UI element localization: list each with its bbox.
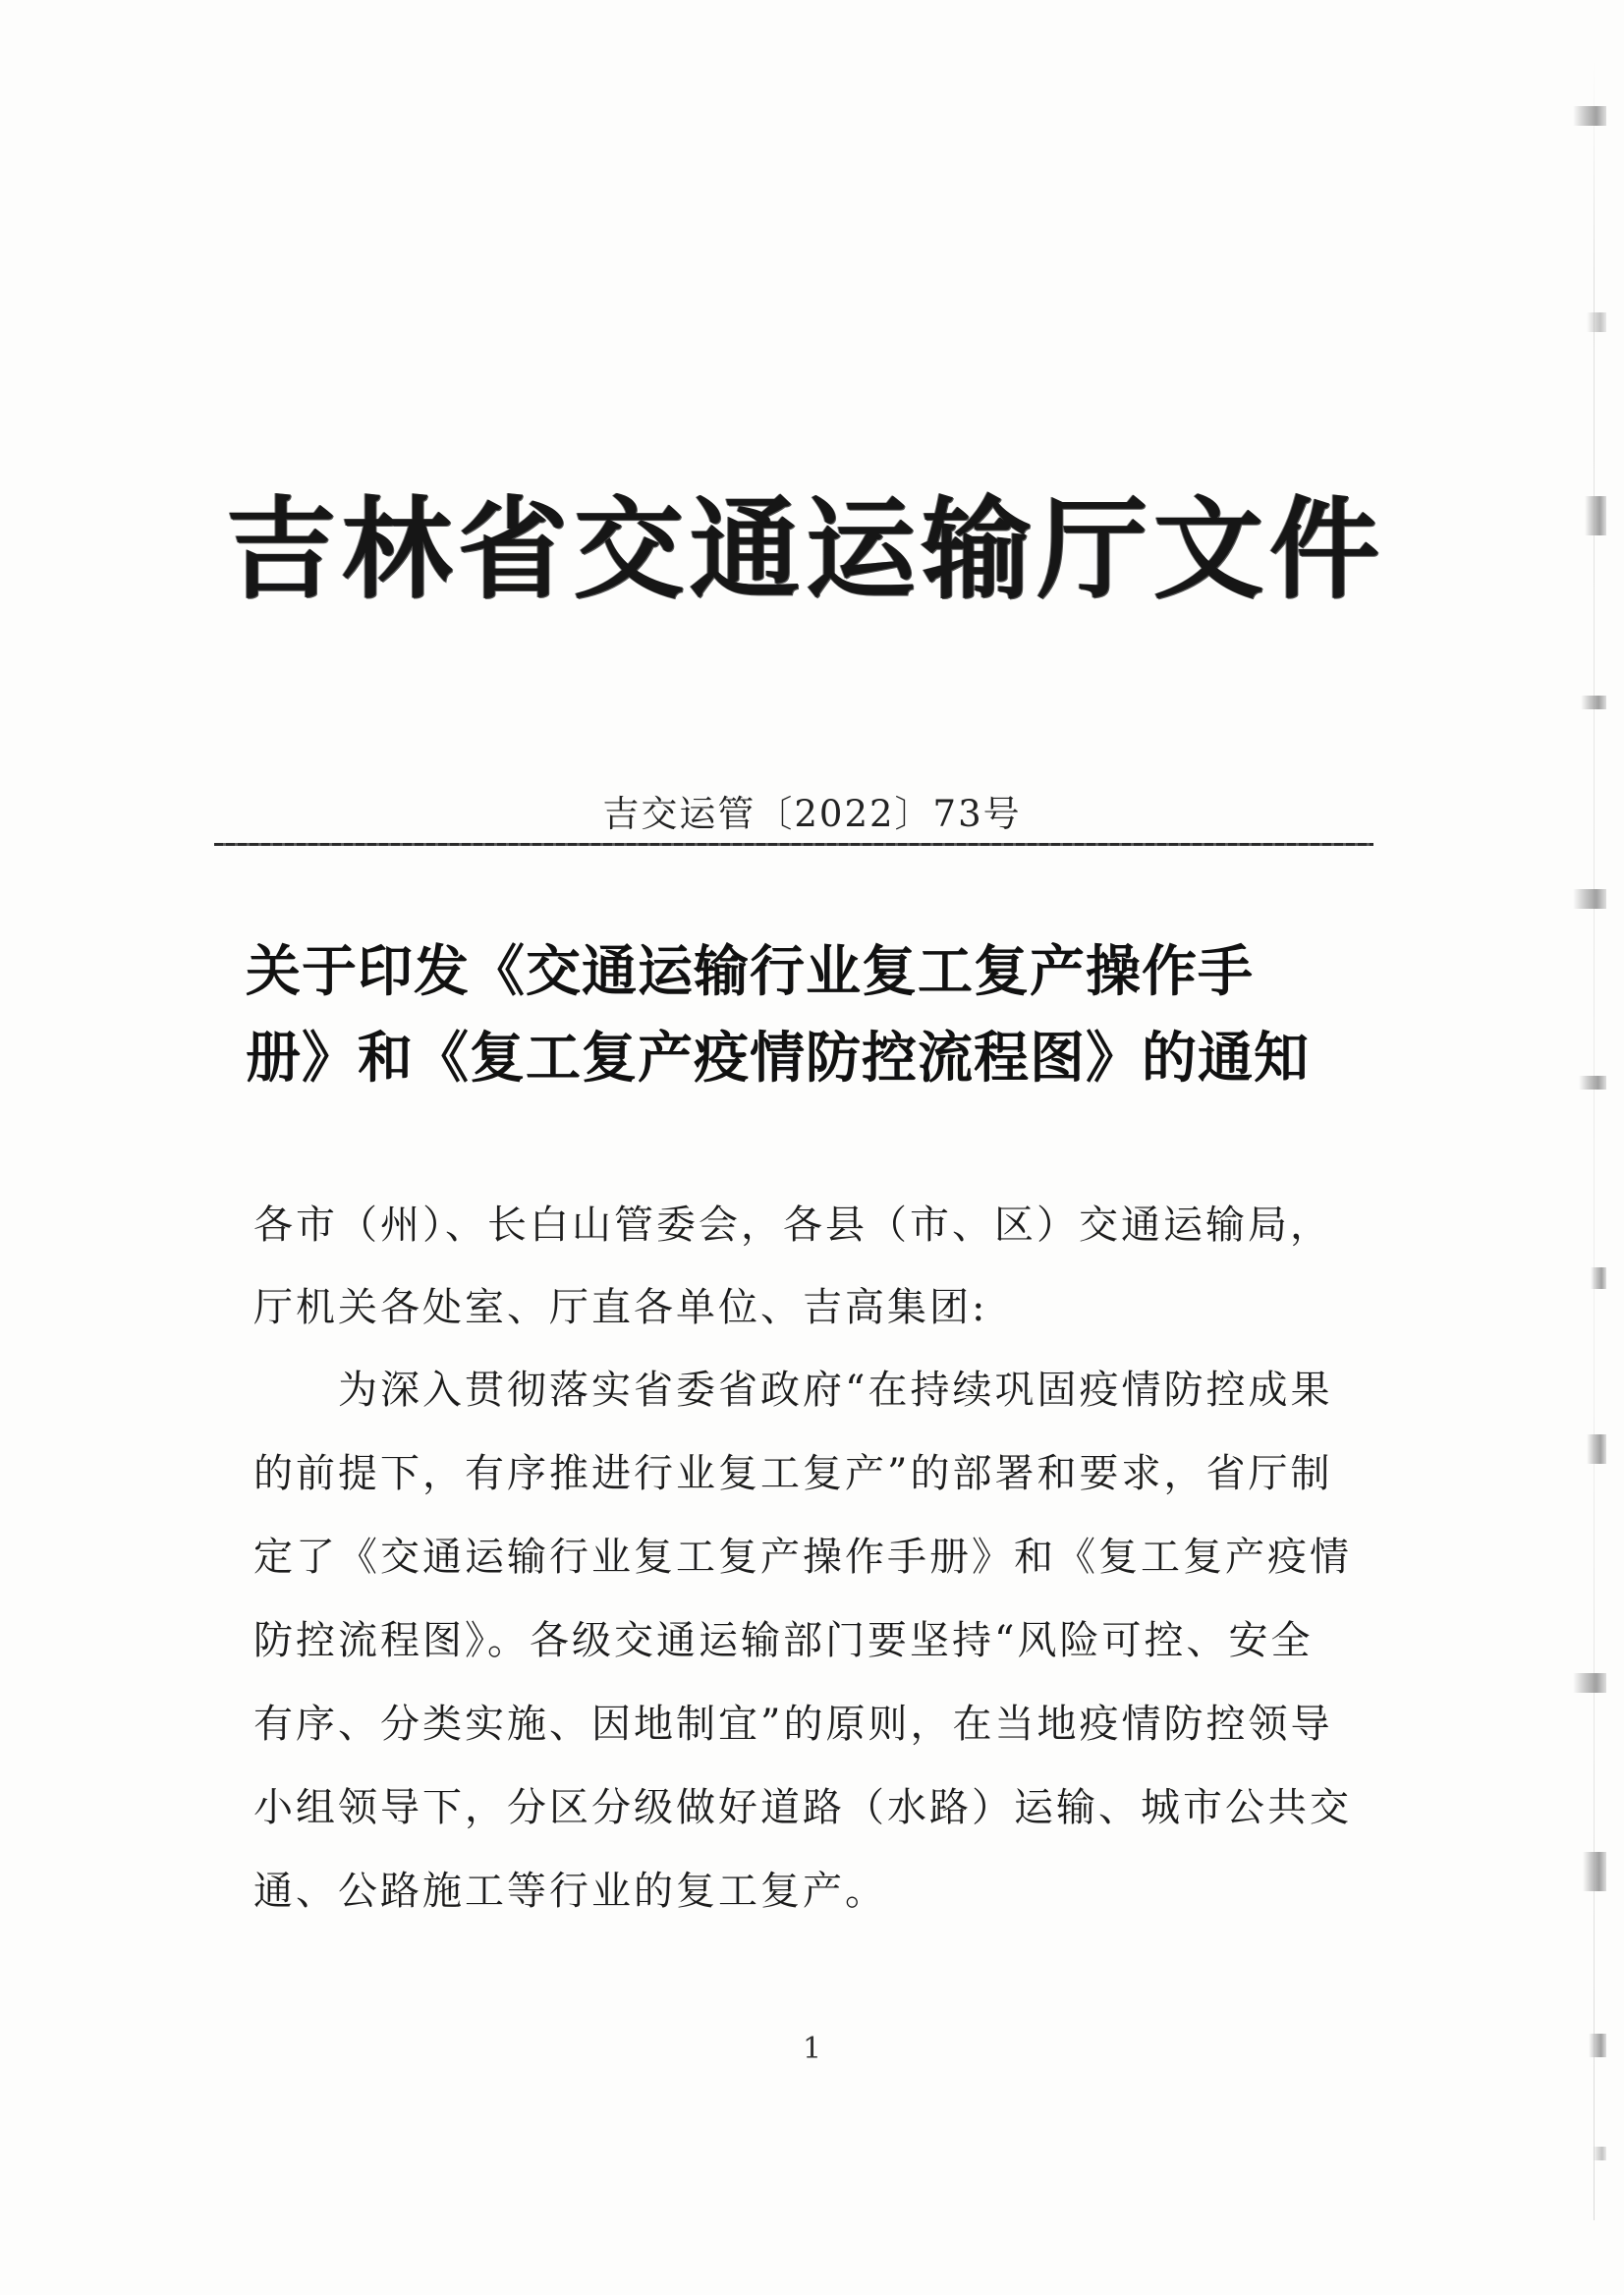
scan-binding-mark bbox=[1583, 1852, 1606, 1891]
body-line: 小组领导下，分区分级做好道路（水路）运输、城市公共交 bbox=[253, 1785, 1352, 1830]
scan-binding-mark bbox=[1587, 1434, 1606, 1464]
scan-binding-mark bbox=[1573, 889, 1606, 909]
body-line: 有序、分类实施、因地制宜”的原则，在当地疫情防控领导 bbox=[253, 1702, 1333, 1747]
scan-edge-line bbox=[1594, 59, 1595, 2220]
page-number: 1 bbox=[802, 2032, 822, 2066]
body-line: 通、公路施工等行业的复工复产。 bbox=[253, 1869, 887, 1914]
document-header-title: 吉林省交通运输厅文件 bbox=[226, 485, 1385, 614]
scan-binding-mark bbox=[1581, 696, 1606, 709]
notice-title-line: 册》和《复工复产疫情防控流程图》的通知 bbox=[246, 1026, 1310, 1091]
recipients-line: 各市（州）、长白山管委会，各县（市、区）交通运输局， bbox=[253, 1203, 1332, 1248]
notice-title bbox=[246, 928, 1375, 1101]
scan-binding-mark bbox=[1585, 496, 1606, 535]
document-number-text: 吉交运管〔2022〕73号 bbox=[602, 793, 1022, 835]
body-line: 防控流程图》。各级交通运输部门要坚持“风险可控、安全 bbox=[253, 1618, 1314, 1663]
recipients-block bbox=[253, 1184, 1364, 1349]
scan-binding-mark bbox=[1587, 312, 1606, 332]
scan-binding-mark bbox=[1591, 1267, 1606, 1289]
recipients-line: 厅机关各处室、厅直各单位、吉高集团: bbox=[253, 1285, 988, 1330]
scan-binding-mark bbox=[1579, 1076, 1606, 1090]
scan-binding-mark bbox=[1573, 106, 1606, 126]
scan-binding-mark bbox=[1593, 2147, 1606, 2160]
document-number bbox=[0, 784, 1624, 837]
body-line: 为深入贯彻落实省委省政府“在持续巩固疫情防控成果 bbox=[338, 1368, 1333, 1413]
scan-binding-mark bbox=[1573, 1673, 1606, 1693]
body-paragraph bbox=[253, 1349, 1354, 1933]
body-line: 定了《交通运输行业复工复产操作手册》和《复工复产疫情 bbox=[253, 1535, 1352, 1580]
body-line: 的前提下，有序推进行业复工复产”的部署和要求，省厅制 bbox=[253, 1451, 1333, 1496]
notice-title-line: 关于印发《交通运输行业复工复产操作手 bbox=[246, 939, 1254, 1004]
header-divider-rule bbox=[214, 843, 1373, 846]
